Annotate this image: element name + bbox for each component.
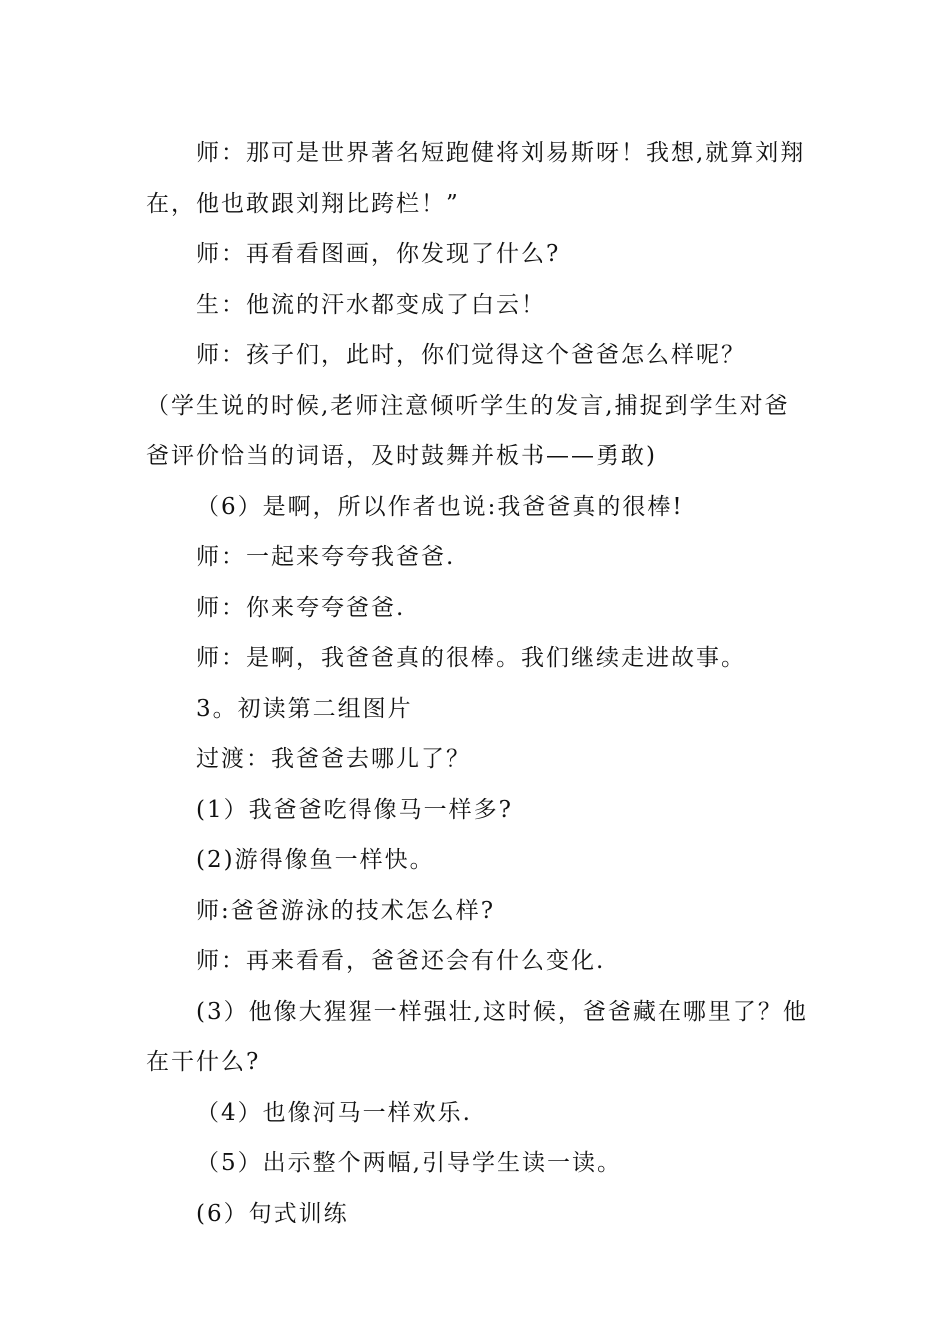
paragraph: 师：再看看图画，你发现了什么? <box>196 241 561 267</box>
paragraph: 师：一起来夸夸我爸爸. <box>196 544 456 570</box>
paragraph: （学生说的时候,老师注意倾听学生的发言,捕捉到学生对爸爸评价恰当的词语，及时鼓舞并板书——勇敢) <box>146 392 790 469</box>
paragraph: (1）我爸爸吃得像马一样多? <box>196 796 513 823</box>
paragraph: 师：那可是世界著名短跑健将刘易斯呀！我想,就算刘翔在，他也敢跟刘翔比跨栏！” <box>146 140 806 217</box>
paragraph: 生：他流的汗水都变成了白云！ <box>196 291 546 318</box>
paragraph: （4）也像河马一样欢乐. <box>196 1099 472 1126</box>
paragraph: (3）他像大猩猩一样强壮,这时候，爸爸藏在哪里了？他在干什么? <box>146 998 808 1075</box>
paragraph: 师：你来夸夸爸爸. <box>196 594 406 621</box>
paragraph: (6）句式训练 <box>196 1200 349 1227</box>
paragraph: （5）出示整个两幅,引导学生读一读。 <box>196 1150 622 1176</box>
paragraph: 过渡：我爸爸去哪儿了？ <box>196 746 471 772</box>
paragraph: 师：是啊，我爸爸真的很棒。我们继续走进故事。 <box>196 645 746 671</box>
paragraph: 3。初读第二组图片 <box>196 695 413 722</box>
document-body <box>146 128 810 1239</box>
paragraph: (2)游得像鱼一样快。 <box>196 847 435 873</box>
paragraph: 师:爸爸游泳的技术怎么样? <box>196 897 496 924</box>
paragraph: 师：孩子们，此时，你们觉得这个爸爸怎么样呢？ <box>196 342 746 368</box>
paragraph: 师：再来看看，爸爸还会有什么变化. <box>196 948 606 974</box>
paragraph: （6）是啊，所以作者也说:我爸爸真的很棒! <box>196 493 684 520</box>
